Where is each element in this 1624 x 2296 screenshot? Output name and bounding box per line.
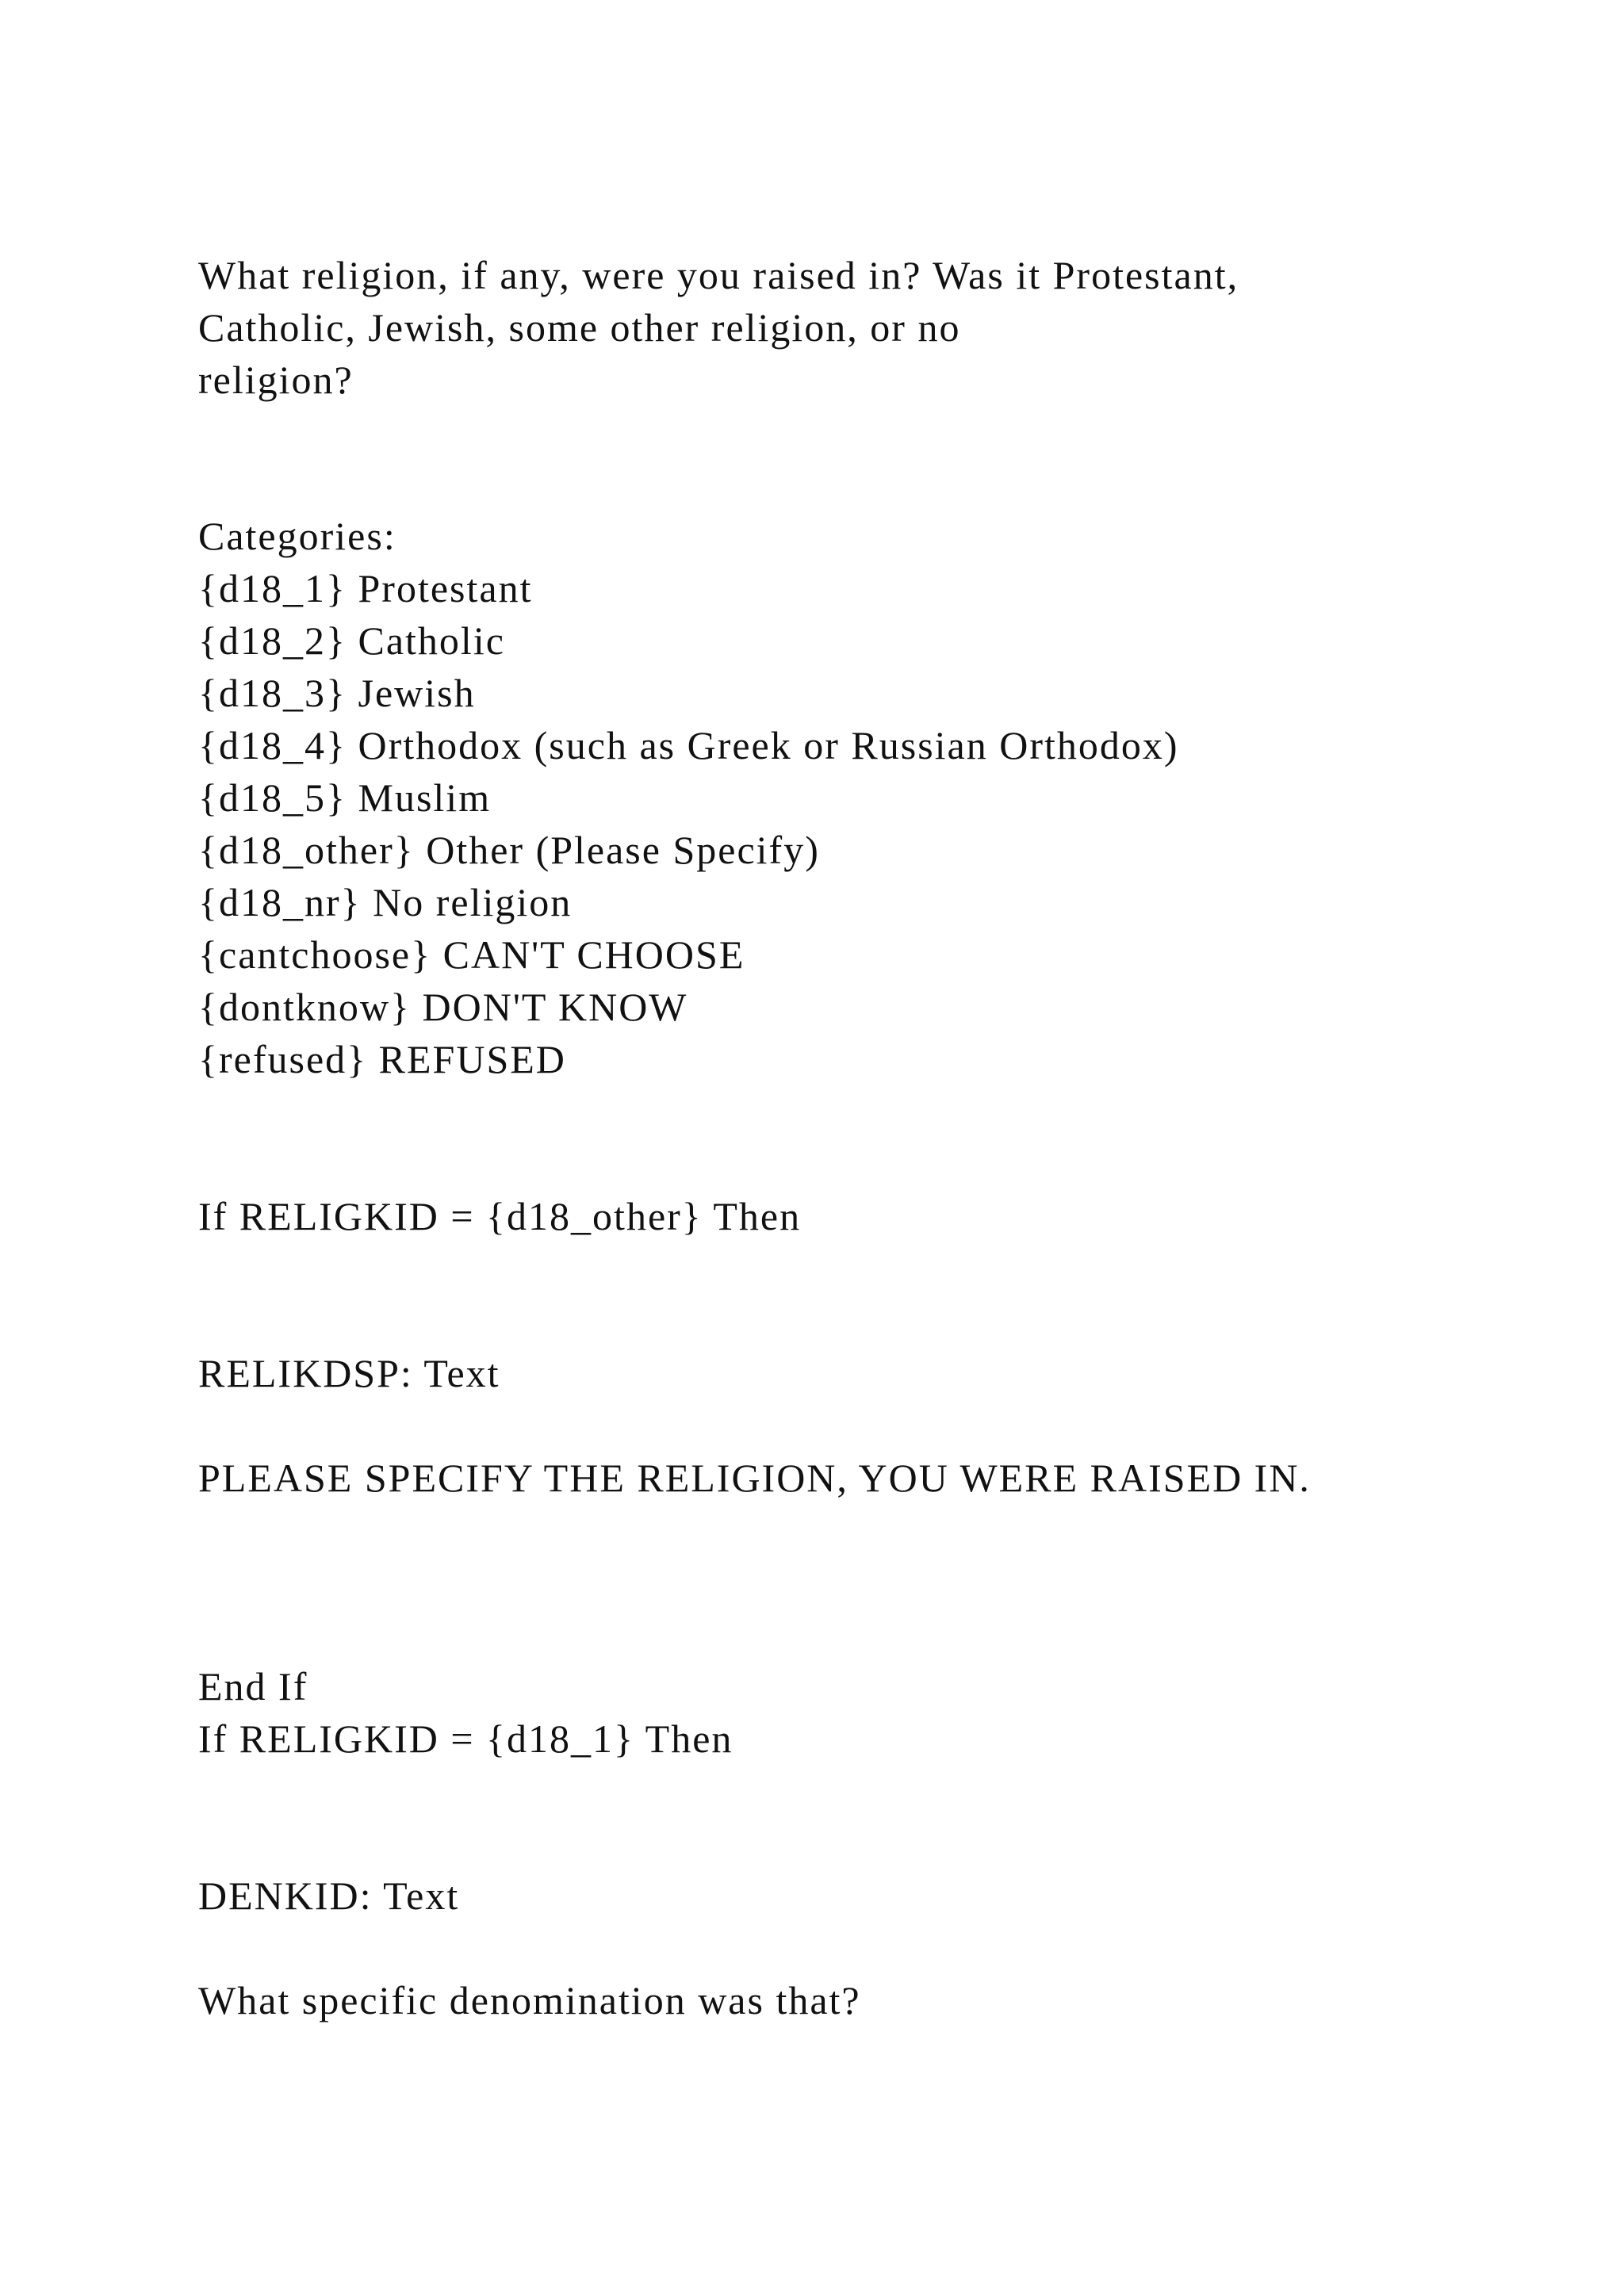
denkid-prompt: What specific denomination was that? — [198, 1978, 861, 2022]
category-item: {d18_5} Muslim — [198, 775, 492, 820]
category-item: {dontknow} DON'T KNOW — [198, 985, 688, 1029]
end-if: End If — [198, 1664, 308, 1709]
category-item: {d18_other} Other (Please Specify) — [198, 828, 820, 872]
relikdsp-label: RELIKDSP: Text — [198, 1351, 500, 1395]
question-line-2: Catholic, Jewish, some other religion, or no — [198, 305, 961, 350]
category-item: {refused} REFUSED — [198, 1037, 566, 1081]
category-item: {d18_1} Protestant — [198, 566, 533, 610]
question-line-3: religion? — [198, 358, 354, 402]
question-line-1: What religion, if any, were you raised in? Was it Protestant, — [198, 253, 1239, 297]
category-item: {d18_4} Orthodox (such as Greek or Russian Orthodox) — [198, 723, 1179, 767]
category-item: {cantchoose} CAN'T CHOOSE — [198, 932, 745, 977]
relikdsp-prompt: PLEASE SPECIFY THE RELIGION, YOU WERE RAISED IN. — [198, 1456, 1311, 1500]
category-item: {d18_3} Jewish — [198, 671, 476, 715]
category-item: {d18_2} Catholic — [198, 618, 505, 663]
categories-heading: Categories: — [198, 514, 396, 558]
denkid-label: DENKID: Text — [198, 1873, 460, 1918]
condition-other: If RELIGKID = {d18_other} Then — [198, 1194, 802, 1238]
condition-protestant: If RELIGKID = {d18_1} Then — [198, 1716, 733, 1761]
category-item: {d18_nr} No religion — [198, 880, 573, 924]
